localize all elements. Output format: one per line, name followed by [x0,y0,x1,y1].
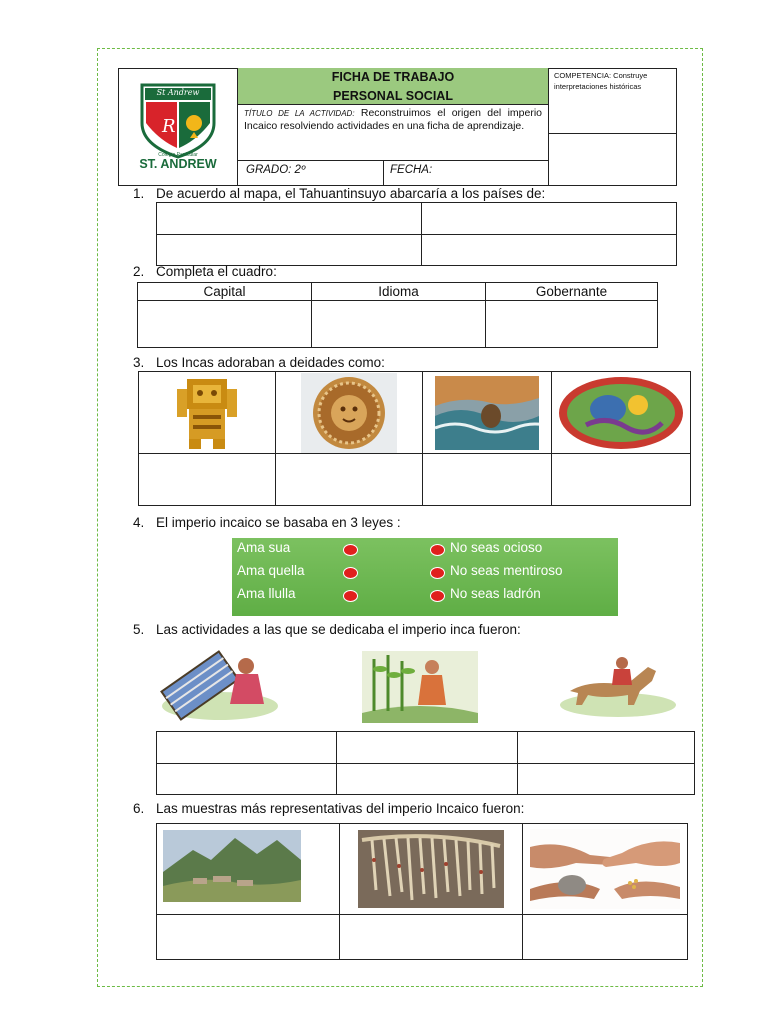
logo-cell [118,68,238,186]
question-4: 4. El imperio incaico se basaba en 3 leyes : [133,515,401,530]
q2-header-gobernante: Gobernante [486,283,658,301]
logo-name: ST. ANDREW [139,157,217,171]
competencia-cell: COMPETENCIA: Construye interpretaciones históricas [548,68,677,134]
sample-image-cell [340,824,523,915]
q2-cell[interactable] [312,301,486,348]
q6-cell[interactable] [157,915,340,960]
q2-header-idioma: Idioma [312,283,486,301]
law-left-3: Ama llulla [237,586,296,601]
question-3: 3. Los Incas adoraban a deidades como: [133,355,385,370]
weaving-activity-image [158,648,278,722]
law-left-1: Ama sua [237,540,291,555]
q5-cell[interactable] [157,732,337,764]
match-dot-right-2[interactable] [430,567,445,579]
law-right-3: No seas ladrón [450,586,541,601]
fecha-cell: FECHA: [390,164,433,176]
match-dot-left-1[interactable] [343,544,358,556]
law-left-2: Ama quella [237,563,305,578]
q5-cell[interactable] [337,732,518,764]
trade-barter-image [530,829,680,909]
deity-image-cell [423,372,552,454]
q2-cell[interactable] [486,301,658,348]
q6-samples-table [156,823,688,960]
sample-image-cell [157,824,340,915]
logo-top-text: St Andrew [156,88,200,97]
title-line1: FICHA DE TRABAJO [331,70,455,84]
match-dot-left-3[interactable] [343,590,358,602]
title-cell [238,68,548,105]
deity-image-cell [276,372,423,454]
logo-sub-text: Colegio Particular [158,152,198,158]
q1-answer-table [156,202,677,266]
question-1: 1. De acuerdo al mapa, el Tahuantinsuyo abarcaría a los países de: [133,186,546,201]
sun-god-disc-image [301,373,397,453]
law-right-1: No seas ocioso [450,540,543,555]
match-dot-right-1[interactable] [430,544,445,556]
blank-header-cell [548,134,677,186]
q2-cell[interactable] [138,301,312,348]
q6-cell[interactable] [340,915,523,960]
farming-activity-image [362,651,478,723]
q5-cell[interactable] [518,764,695,795]
q5-cell[interactable] [157,764,337,795]
match-dot-left-2[interactable] [343,567,358,579]
machu-picchu-image [163,830,301,902]
q6-cell[interactable] [523,915,688,960]
q3-cell[interactable] [276,454,423,506]
activity-cell [238,105,548,161]
q5-cell[interactable] [518,732,695,764]
golden-idol-image [165,375,249,451]
deity-image-cell [552,372,691,454]
q3-deities-table [138,371,691,506]
q2-answer-table [137,282,658,348]
q1-cell[interactable] [422,203,677,235]
law-right-2: No seas mentiroso [450,563,563,578]
activity-text: Reconstruimos el origen del imperio Incaico resolviendo actividades en una ficha de aprendizaje. [244,107,543,132]
q1-cell[interactable] [157,203,422,235]
inca-laws-box [232,538,618,616]
question-2: 2. Completa el cuadro: [133,264,277,279]
title-line2: PERSONAL SOCIAL [333,89,453,103]
grado-cell: GRADO: 2º [238,161,384,186]
match-dot-right-3[interactable] [430,590,445,602]
q5-cell[interactable] [337,764,518,795]
q3-cell[interactable] [423,454,552,506]
activity-label: TÍTULO DE LA ACTIVIDAD: [244,109,355,118]
question-5: 5. Las actividades a las que se dedicaba el imperio inca fueron: [133,622,521,637]
sample-image-cell [523,824,688,915]
q1-cell[interactable] [422,235,677,266]
q1-cell[interactable] [157,235,422,266]
q3-cell[interactable] [139,454,276,506]
pachamama-image [556,375,686,451]
q3-cell[interactable] [552,454,691,506]
herding-activity-image [556,651,678,721]
water-goddess-image [435,376,539,450]
quipu-image [358,830,504,908]
deity-image-cell [139,372,276,454]
question-6: 6. Las muestras más representativas del imperio Incaico fueron: [133,801,525,816]
q5-answer-table [156,731,695,795]
q2-header-capital: Capital [138,283,312,301]
svg-text:R: R [162,116,176,137]
